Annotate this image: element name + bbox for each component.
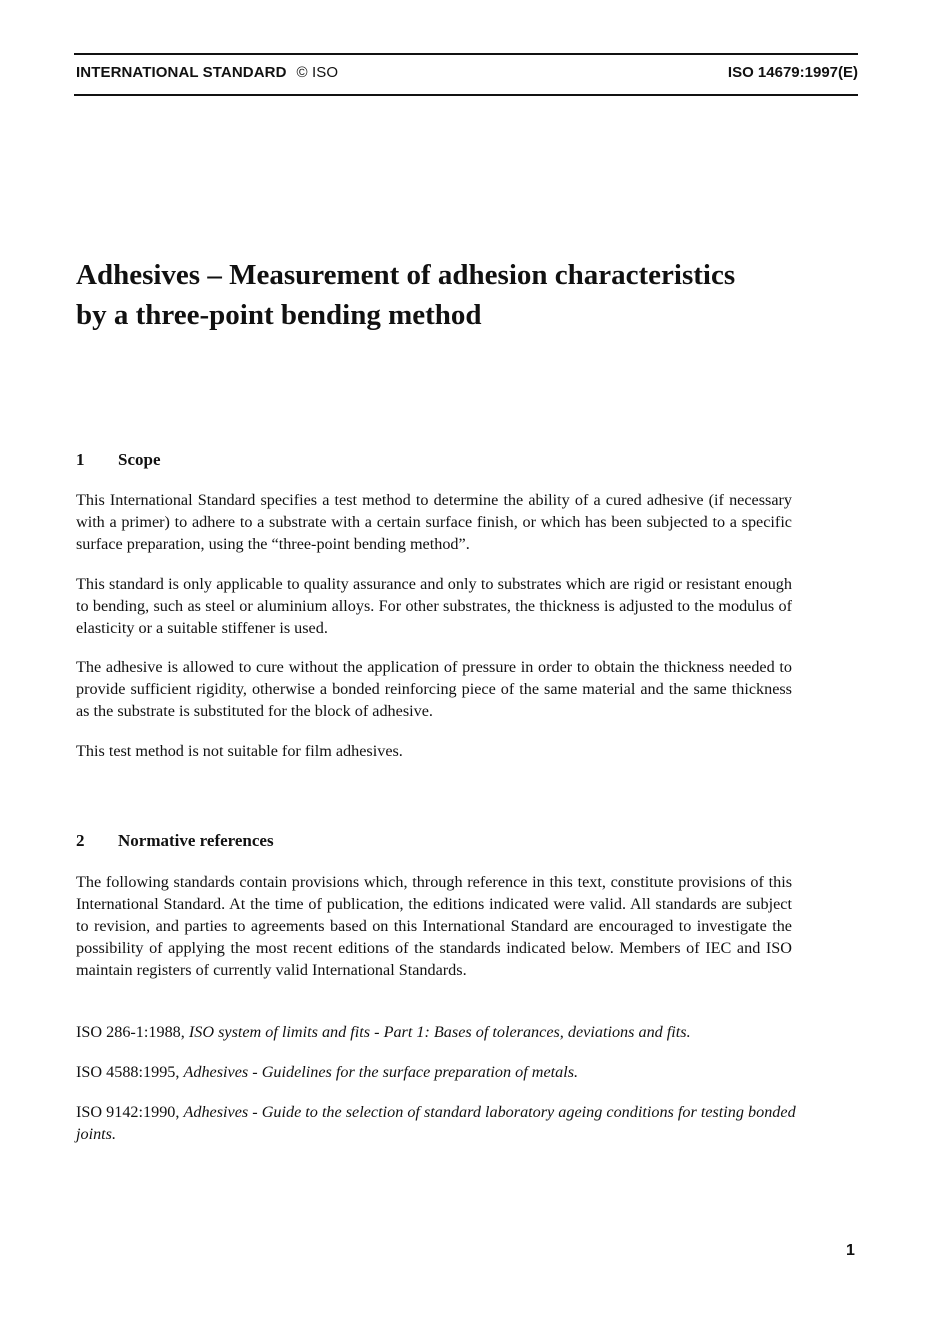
scope-paragraph-4: This test method is not suitable for film adhesives. [76, 742, 403, 760]
page-number: 1 [846, 1242, 855, 1259]
reference-title: ISO system of limits and fits - Part 1: Bases of tolerances, deviations and fits. [188, 1023, 691, 1041]
title-line-2: by a three-point bending method [76, 299, 482, 331]
header-document-id: ISO 14679:1997(E) [727, 64, 858, 81]
scope-paragraph-2: This standard is only applicable to quality assurance and only to substrates which are rigid or resistant enough to bending, such as steel or aluminium alloys. For other substrates, the thickness is adjusted to the modulus of elasticity or a suitable stiffener is used. [76, 575, 792, 637]
document-title [76, 255, 856, 335]
reference-title: Adhesives - Guide to the selection of standard laboratory ageing conditions for testing bonded joints. [76, 1103, 796, 1143]
reference-code: ISO 9142:1990, [76, 1103, 180, 1121]
header-copyright: © ISO [296, 64, 339, 81]
reference-item [76, 1061, 806, 1083]
reference-title: Adhesives - Guidelines for the surface preparation of metals. [183, 1063, 579, 1081]
scope-paragraph-1: This International Standard specifies a test method to determine the ability of a cured adhesive (if necessary with a primer) to adhere to a substrate with a certain surface finish, or which has been subjected to a specific surface preparation, using the “three-point bending method”. [76, 491, 792, 553]
header-top-rule [74, 53, 858, 55]
header-standard-label [76, 64, 338, 81]
reference-item [76, 1021, 806, 1043]
reference-item [76, 1101, 796, 1145]
section-heading-scope [76, 450, 161, 470]
section-title: Normative references [118, 831, 274, 850]
scope-paragraph-3: The adhesive is allowed to cure without the application of pressure in order to obtain the thickness needed to provide sufficient rigidity, otherwise a bonded reinforcing piece of the same material and the same thickness as the substrate is substituted for the block of adhesive. [76, 658, 792, 720]
reference-code: ISO 286-1:1988, [76, 1023, 185, 1041]
section-heading-normative-references [76, 831, 274, 851]
section-title: Scope [118, 450, 161, 469]
header-left-label: INTERNATIONAL STANDARD [76, 64, 287, 81]
reference-code: ISO 4588:1995, [76, 1063, 180, 1081]
header-bottom-rule [74, 94, 858, 96]
references-intro-paragraph: The following standards contain provisions which, through reference in this text, constitute provisions of this International Standard. At the time of publication, the editions indicated were valid. All standards are subject to revision, and parties to agreements based on this International Standard are encouraged to investigate the possibility of applying the most recent editions of the standards indicated below. Members of IEC and ISO maintain registers of currently valid International Standards. [76, 873, 792, 979]
title-line-1: Adhesives – Measurement of adhesion characteristics [76, 259, 736, 291]
section-number: 2 [76, 831, 85, 850]
section-number: 1 [76, 450, 85, 469]
